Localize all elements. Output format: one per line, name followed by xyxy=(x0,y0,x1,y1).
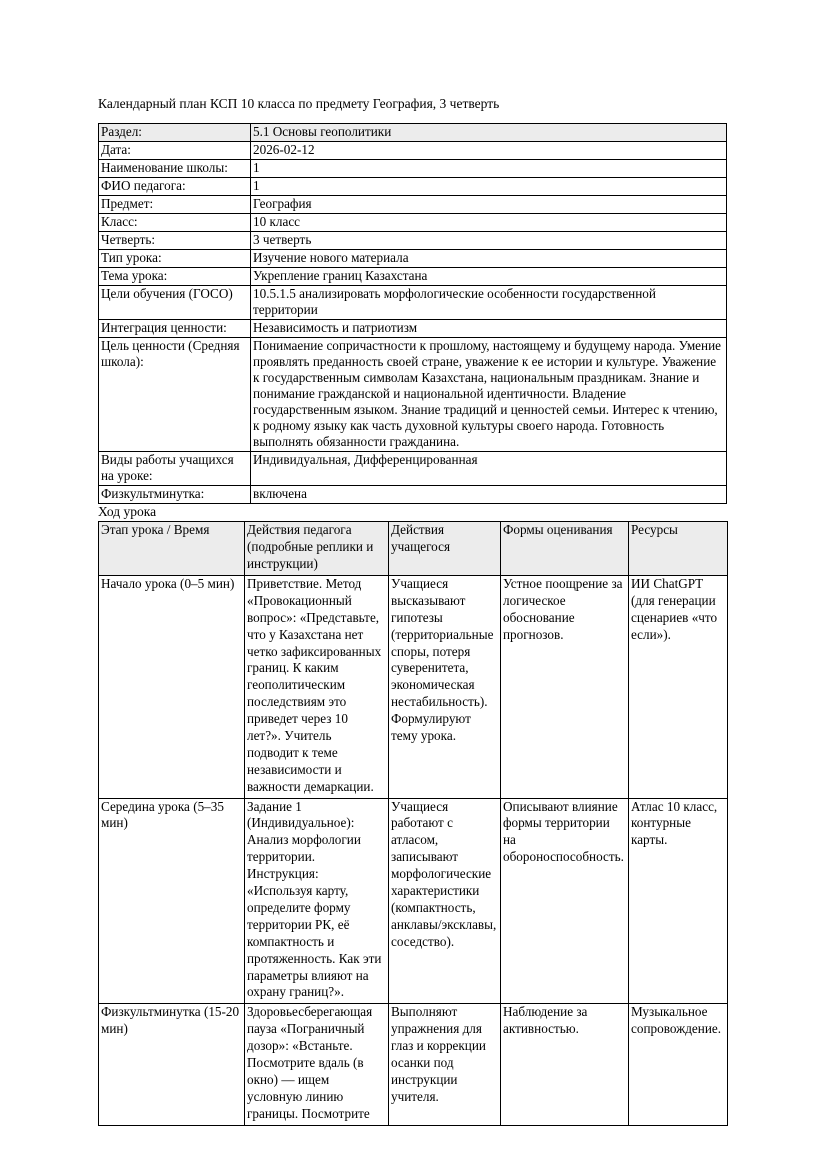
info-value: 2026-02-12 xyxy=(251,142,727,160)
info-value: Независимость и патриотизм xyxy=(251,319,727,337)
lesson-row-phys-minute xyxy=(99,1004,728,1125)
assessment-cell: Описывают влияние формы территории на обороноспособность. xyxy=(501,798,629,1004)
info-row-class xyxy=(99,214,727,232)
info-label: Класс: xyxy=(99,214,251,232)
info-row-goals xyxy=(99,285,727,319)
resources-cell: Атлас 10 класс, контурные карты. xyxy=(629,798,728,1004)
info-value: Понимаение сопричастности к прошлому, настоящему и будущему народа. Умение проявлять преданность своей стране, уважение к ее истории и культуре. Уважение к государственным символам Казахстана, национальным праздникам. Знание и понимание гражданской и национальной идентичности. Владение государственным языком. Знание традиций и ценностей семьи. Интерес к чтению, к родному языку как часть духовной культуры своего народа. Готовность выполнять обязанности гражданина. xyxy=(251,337,727,451)
info-row-razdel xyxy=(99,124,727,142)
info-row-work-types xyxy=(99,451,727,485)
info-label: Наименование школы: xyxy=(99,160,251,178)
info-value: Укрепление границ Казахстана xyxy=(251,267,727,285)
info-label: ФИО педагога: xyxy=(99,178,251,196)
resources-cell: ИИ ChatGPT (для генерации сценариев «что если»). xyxy=(629,576,728,799)
assessment-cell: Наблюдение за активностью. xyxy=(501,1004,629,1125)
stage-cell: Середина урока (5–35 мин) xyxy=(99,798,245,1004)
column-header-assessment: Формы оценивания xyxy=(501,522,629,576)
assessment-cell: Устное поощрение за логическое обоснование прогнозов. xyxy=(501,576,629,799)
info-label: Физкультминутка: xyxy=(99,485,251,503)
info-value: География xyxy=(251,196,727,214)
info-label: Тип урока: xyxy=(99,249,251,267)
info-label: Цели обучения (ГОСО) xyxy=(99,285,251,319)
info-value: 5.1 Основы геополитики xyxy=(251,124,727,142)
teacher-actions-cell: Задание 1 (Индивидуальное): Анализ морфологии территории. Инструкция: «Используя карту, определите форму территории РК, её компактность и протяженность. Как эти параметры влияют на охрану границ?». xyxy=(245,798,389,1004)
student-actions-cell: Выполняют упражнения для глаз и коррекции осанки под инструкции учителя. xyxy=(389,1004,501,1125)
student-actions-cell: Учащиеся работают с атласом, записывают морфологические характеристики (компактность, анклавы/эксклавы, соседство). xyxy=(389,798,501,1004)
info-row-quarter xyxy=(99,232,727,250)
column-header-teacher-actions: Действия педагога (подробные реплики и инструкции) xyxy=(245,522,389,576)
info-label: Раздел: xyxy=(99,124,251,142)
info-value: включена xyxy=(251,485,727,503)
info-label: Четверть: xyxy=(99,232,251,250)
info-row-phys-minute xyxy=(99,485,727,503)
info-row-lesson-type xyxy=(99,249,727,267)
teacher-actions-cell: Здоровьесберегающая пауза «Пограничный дозор»: «Встаньте. Посмотрите вдаль (в окно) — ищем условную линию границы. Посмотрите xyxy=(245,1004,389,1125)
lesson-flow-heading: Ход урока xyxy=(98,503,157,519)
info-row-school xyxy=(99,160,727,178)
stage-cell: Начало урока (0–5 мин) xyxy=(99,576,245,799)
info-row-subject xyxy=(99,196,727,214)
lesson-row-middle xyxy=(99,798,728,1004)
document-content xyxy=(98,96,727,1126)
info-label: Тема урока: xyxy=(99,267,251,285)
info-value: Изучение нового материала xyxy=(251,249,727,267)
info-label: Предмет: xyxy=(99,196,251,214)
student-actions-cell: Учащиеся высказывают гипотезы (территориальные споры, потеря суверенитета, экономическая нестабильность). Формулируют тему урока. xyxy=(389,576,501,799)
lesson-row-start xyxy=(99,576,728,799)
column-header-student-actions: Действия учащегося xyxy=(389,522,501,576)
info-row-data xyxy=(99,142,727,160)
info-value: 1 xyxy=(251,160,727,178)
info-label: Виды работы учащихся на уроке: xyxy=(99,451,251,485)
info-value: 1 xyxy=(251,178,727,196)
teacher-actions-cell: Приветствие. Метод «Провокационный вопрос»: «Представьте, что у Казахстана нет четко зафиксированных границ. К каким геополитическим последствиям это приведет через 10 лет?». Учитель подводит к теме независимости и важности демаркации. xyxy=(245,576,389,799)
info-value: 3 четверть xyxy=(251,232,727,250)
lesson-flow-table xyxy=(98,521,728,1125)
info-row-values-goal xyxy=(99,337,727,451)
column-header-stage: Этап урока / Время xyxy=(99,522,245,576)
column-header-resources: Ресурсы xyxy=(629,522,728,576)
info-row-lesson-topic xyxy=(99,267,727,285)
info-label: Цель ценности (Средняя школа): xyxy=(99,337,251,451)
document-title: Календарный план КСП 10 класса по предмету География, 3 четверть xyxy=(98,96,500,111)
stage-cell: Физкультминутка (15-20 мин) xyxy=(99,1004,245,1125)
info-value: 10.5.1.5 анализировать морфологические особенности государственной территории xyxy=(251,285,727,319)
resources-cell: Музыкальное сопровождение. xyxy=(629,1004,728,1125)
info-row-values-integration xyxy=(99,319,727,337)
info-value: 10 класс xyxy=(251,214,727,232)
info-label: Интеграция ценности: xyxy=(99,319,251,337)
info-value: Индивидуальная, Дифференцированная xyxy=(251,451,727,485)
info-row-teacher xyxy=(99,178,727,196)
info-label: Дата: xyxy=(99,142,251,160)
lesson-info-table xyxy=(98,123,727,503)
lesson-table-header-row xyxy=(99,522,728,576)
